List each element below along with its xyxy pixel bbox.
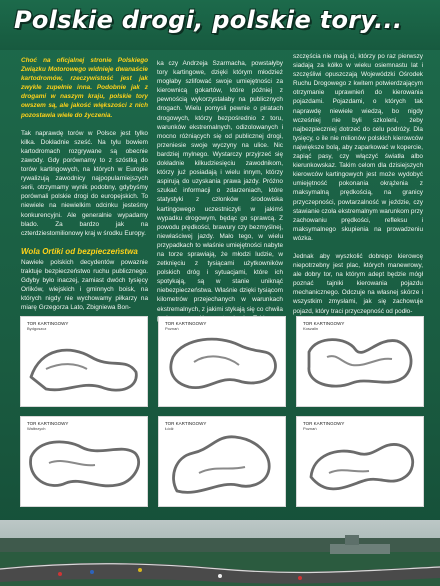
map-city: Łódź <box>165 426 174 431</box>
paragraph: Tak naprawdę torów w Polsce jest tylko kilka. Dokładnie sześć. Na tylu bowiem kartodromach rozgrywane są obecnie zawody. Gdy porównamy to z szóstką do torów kartingowych, na których w Europie rywalizują zawodnicy najpopularniejszych serii, otrzymamy wynik podobny, gdybyśmy porównali polskie drogi do europejskich. To niewiele na niewielkim odcinku jesteśmy konkurencyjni. Ale generalnie wypadamy blado. Za bardzo jak na czterdziestomilionowy kraj w środku Europy. <box>21 129 148 237</box>
track-diagram <box>21 417 147 506</box>
track-diagram <box>159 317 285 406</box>
track-inner-path <box>49 461 95 465</box>
track-diagram <box>21 317 147 406</box>
track-diagram <box>297 317 423 406</box>
paragraph: szczęścia nie mają ci, którzy po raz pierwszy siadają za kółko w wieku osiemnastu lat i szczęśliwi opuszczają Wojewódzki Ośrodek Ruchu Drogowego z kwitem potwierdzającym otrzymanie uprawnień do kierowania pojazdami. Pojazdami, o których tak naprawdę niewiele wiedzą, bo nigdy wcześniej nie byli szkoleni, żeby najbezpieczniej dotrzeć do celu podróży. Dla tysięcy, o ile nie milionów polskich kierowców największe bolą, aby zaparkować w kopercie, zapiąć pasy, czy włączyć światła albo kierunkowskaz. Takim celom dla dzisiejszych kierowców kartingowych jest może wydobyć umiejętność pokonania okrążenia z maksymalną prędkością, na granicy przyczepności, powtarzalność w jeździe, czy stawianie czoła ekstremalnym warunkom przy zachowaniu prędkości, refleksu i maksymalnego skupienia na prowadzeniu wózka. <box>293 53 423 242</box>
track-path <box>174 437 270 493</box>
track-map <box>296 416 424 507</box>
track-diagram <box>159 417 285 506</box>
track-diagram <box>297 417 423 506</box>
article-title: Polskie drogi, polskie tory... <box>14 6 403 34</box>
track-inner-path <box>327 356 392 365</box>
map-name: TOR KARTINGOWY <box>165 421 207 426</box>
track-inner-path <box>46 364 87 369</box>
map-name: TOR KARTINGOWY <box>303 321 345 326</box>
track-map <box>158 316 286 407</box>
paragraph: Jednak aby wyszkolić dobrego kierowcę niepotrzebny jest plac, których manewrowy, ale dobry tor, na którym adept będzie mógł poznać tajniki kierowania pojazdu mechanicznego. Odczuje na własnej skórze i wszystkim zmysłami, jak się zachowuje pojazd, który traci przyczepność od podło- <box>293 252 423 315</box>
track-path <box>31 350 136 390</box>
track-map <box>158 416 286 507</box>
text-column-1 <box>21 56 148 321</box>
track-inner-path <box>329 470 369 473</box>
section-subheading: Wola Ortiki od bezpieczeństwa <box>21 246 138 256</box>
karting-track-photo <box>0 520 440 586</box>
track-path <box>171 339 276 388</box>
track-path <box>311 444 413 488</box>
text-column-2 <box>157 59 283 332</box>
track-map <box>20 316 148 407</box>
map-city: Wałbrzych <box>27 426 46 431</box>
map-name: TOR KARTINGOWY <box>303 421 345 426</box>
lead-paragraph: Choć na oficjalnej stronie Polskiego Związku Motorowego widnieje dwanaście kartodromów, rzeczywistość jest jak zwykle zupełnie inna. Podobnie jak z drogami w naszym kraju, polskie tory owszem są, ale jakość większości z nich pozostawia wiele do życzenia. <box>21 57 148 119</box>
track-maps-grid <box>20 316 426 516</box>
text-column-3 <box>293 52 423 325</box>
paragraph: ka czy Andrzeja Szarmacha, powstałyby tory kartingowe, dzięki którym młodzież mogłaby szlifować swoje umiejętności za kierownicą gokartów, które później z pewnością wykorzystałaby na publicznych drogach. Wielu pomysli pewnie o piratach drogowych, którzy bezpośrednio z toru, warunków ekstremalnych, odizolowanych i mocno różniących się od publicznej drogi, przeniesie swoje wyczyny na ulice. Nic bardziej mylnego. Wystarczy przyjrzeć się dokładnie kilkudziesięciu zawodnikom, którzy już posiadają i wielu innym, którzy aspirują do uzyskania prawa jazdy. Próżno szukać informacji o zdarzeniach, które statystyki z członków środowiska kartingowego uczestniczyli w jakimś wypadku drogowym, będąc go sprawcą. Z powodu prędkości, brawury czy bezmyślnej, niewłaściwej jazdy. Mało tego, w wielu przypadkach to właśnie umiejętności nabyte na torze sprawiają, że młodzi ludzie, w zetknięciu z tysiącami użytkowników polskich dróg i sytuacjami, które ich spotykają, są w stanie uniknąć niebezpieczeństwa. Właśnie dzięki tysiącom kilometrów przejechanych w warunkach ekstremalnych, z jakimi stykają się co chwila <box>157 60 283 313</box>
track-inner-path <box>194 356 239 365</box>
track-inner-path <box>199 467 245 473</box>
map-city: Poznań <box>165 326 179 331</box>
map-name: TOR KARTINGOWY <box>27 421 69 426</box>
paragraph: Nawiele polskich decydentów powaznie traktuje bezpieczeństwo ruchu publicznego. Gdyby było inaczej, zamiast dwóch tysięcy Orlików, wiejskich i gminnych boisk, na których nigdy nie wychowamy piłkarzy na miarę Grzegorza Lato, Zbigniewa Bon- <box>21 258 148 312</box>
track-map <box>296 316 424 407</box>
map-city: Bydgoszcz <box>27 326 47 331</box>
map-name: TOR KARTINGOWY <box>165 321 207 326</box>
header-band <box>0 0 440 50</box>
photo-illustration <box>0 520 440 586</box>
track-path <box>309 340 411 387</box>
map-city: Koszalin <box>303 326 319 331</box>
map-city: Poznań <box>303 426 317 431</box>
map-name: TOR KARTINGOWY <box>27 321 69 326</box>
track-map <box>20 416 148 507</box>
